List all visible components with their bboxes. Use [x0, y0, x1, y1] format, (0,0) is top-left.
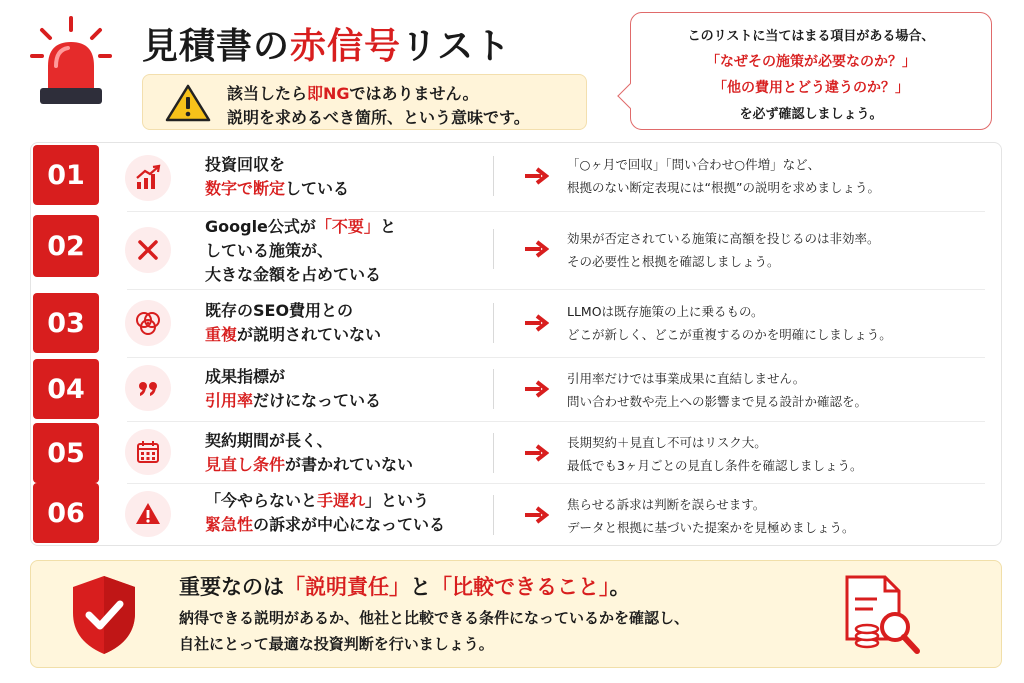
quote-icon: [125, 365, 171, 411]
arrow-right-icon: [523, 505, 549, 525]
bubble-line2: 「なぜその施策が必要なのか？」: [706, 54, 916, 70]
separator: [493, 156, 494, 196]
summary-line1: 納得できる説明があるか、他社と比較できる条件になっているかを確認し、: [179, 609, 690, 627]
item-number: 06: [33, 483, 99, 543]
item-number: 05: [33, 423, 99, 483]
separator: [493, 495, 494, 535]
item-number: 04: [33, 359, 99, 419]
row-divider: [127, 211, 985, 212]
page-title: 見積書の赤信号リスト: [142, 26, 512, 67]
item-title: 既存のSEO費用との 重複が説明されていない: [205, 301, 382, 344]
notice-box: [142, 74, 587, 130]
item-explanation: 「○ヶ月で回収」「問い合わせ○件増」など、 根拠のない断定表現には“根拠”の説明を求めましょう。: [567, 157, 880, 195]
red-flag-list: [30, 142, 1002, 546]
separator: [493, 229, 494, 269]
separator: [493, 369, 494, 409]
item-title: 投資回収を 数字で断定している: [205, 155, 350, 198]
item-number: 02: [33, 215, 99, 277]
item-number: 03: [33, 293, 99, 353]
arrow-right-icon: [523, 166, 549, 186]
separator: [493, 303, 494, 343]
item-explanation: 効果が否定されている施策に高額を投じるのは非効率。 その必要性と根拠を確認しましょう。: [567, 231, 880, 269]
arrow-right-icon: [523, 443, 549, 463]
arrow-right-icon: [523, 313, 549, 333]
item-explanation: 長期契約＋見直し不可はリスク大。 最低でも3ヶ月ごとの見直し条件を確認しましょう。: [567, 435, 863, 473]
chart-up-icon: [125, 155, 171, 201]
row-divider: [127, 421, 985, 422]
calendar-icon: [125, 429, 171, 475]
bubble-line4: を必ず確認しましょう。: [739, 107, 883, 122]
bubble-line1: このリストに当てはまる項目がある場合、: [687, 29, 935, 44]
item-title: 成果指標が 引用率だけになっている: [205, 367, 382, 410]
arrow-right-icon: [523, 379, 549, 399]
x-icon: [125, 227, 171, 273]
item-explanation: 焦らせる訴求は判断を誤らせます。 データと根拠に基づいた提案かを見極めましょう。: [567, 497, 855, 535]
siren-icon: [30, 14, 112, 112]
separator: [493, 433, 494, 473]
item-title: 「今やらないと手遅れ」という 緊急性の訴求が中心になっている: [205, 491, 446, 534]
warning-icon: [125, 491, 171, 537]
warning-icon: [165, 83, 211, 123]
shield-check-icon: [69, 573, 139, 657]
item-explanation: LLMOは既存施策の上に乗るもの。 どこが新しく、どこが重複するのかを明確にしましょう。: [567, 304, 892, 342]
notice-line2: 説明を求めるべき箇所、という意味です。: [227, 108, 530, 127]
item-title: 契約期間が長く、 見直し条件が書かれていない: [205, 431, 414, 474]
row-divider: [127, 289, 985, 290]
summary-line2: 自社にとって最適な投資判断を行いましょう。: [179, 635, 494, 653]
document-search-icon: [837, 573, 925, 657]
item-explanation: 引用率だけでは事業成果に直結しません。 問い合わせ数や売上への影響まで見る設計か確認を。: [567, 371, 868, 409]
bubble-line3: 「他の費用とどう違うのか？」: [713, 80, 909, 96]
overlap-circles-icon: [125, 300, 171, 346]
item-title: Google公式が「不要」と している施策が、 大きな金額を占めている: [205, 217, 396, 284]
row-divider: [127, 357, 985, 358]
notice-line1: 該当したら即NGではありません。: [227, 84, 479, 103]
item-number: 01: [33, 145, 99, 205]
arrow-right-icon: [523, 239, 549, 259]
row-divider: [127, 483, 985, 484]
summary-box: [30, 560, 1002, 668]
speech-bubble: [630, 12, 992, 130]
summary-heading: 重要なのは「説明責任」と「比較できること」。: [179, 575, 631, 599]
